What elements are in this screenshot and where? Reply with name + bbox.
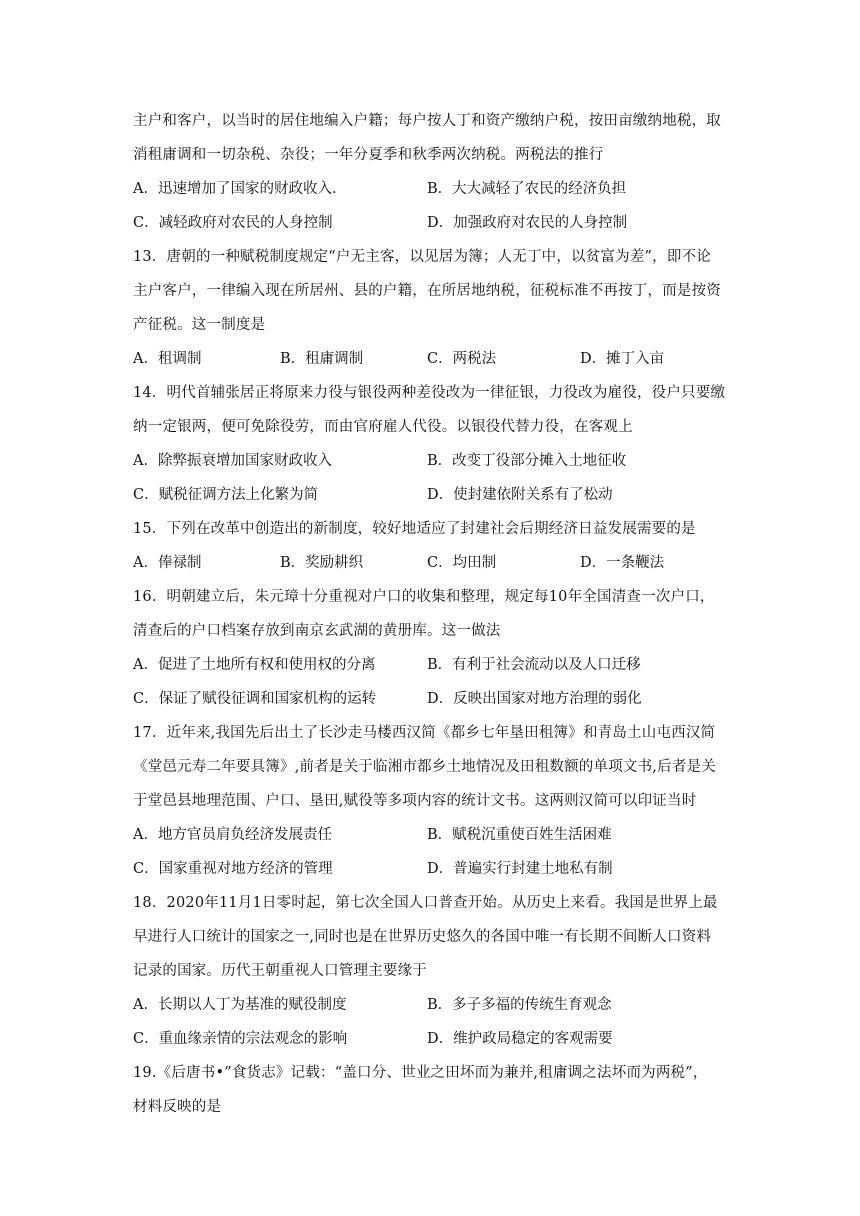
question-15-option-a: A．俸禄制 [133,555,202,571]
question-17-option-d: D．普遍实行封建土地私有制 [427,861,613,877]
question-13-text-line-1: 13．唐朝的一种赋税制度规定“户无主客，以见居为簿；人无丁中，以贫富为差”，即不论 [133,249,711,265]
question-17-options-row-2 [133,856,743,890]
question-17-text-line-1: 17．近年来,我国先后出土了长沙走马楼西汉简《都乡七年垦田租簿》和青岛土山屯西汉简 [133,725,716,741]
question-16-text-line-2: 清查后的户口档案存放到南京玄武湖的黄册库。这一做法 [133,623,501,639]
question-18-option-c: C．重血缘亲情的宗法观念的影响 [133,1031,348,1047]
question-12-option-b: B．大大减轻了农民的经济负担 [427,181,627,197]
question-17-text-line-3: 于堂邑县地理范围、户口、垦田,赋役等多项内容的统计文书。这两则汉简可以印证当时 [133,793,697,809]
question-12-option-d: D．加强政府对农民的人身控制 [427,215,628,231]
question-16-options-row-2 [133,686,743,720]
question-16-option-a: A．促进了土地所有权和使用权的分离 [133,657,376,673]
question-17-option-a: A．地方官员肩负经济发展责任 [133,827,332,843]
question-12-text-line-1: 主户和客户，以当时的居住地编入户籍；每户按人丁和资产缴纳户税，按田亩缴纳地税，取 [133,113,721,129]
question-14-option-c: C．赋税征调方法上化繁为简 [133,487,319,503]
question-15-option-b: B．奖励耕织 [280,555,364,571]
question-13-text-line-3: 产征税。这一制度是 [133,317,266,333]
question-19-text-line-2: 材料反映的是 [133,1099,222,1115]
question-18-text-line-3: 记录的国家。历代王朝重视人口管理主要缘于 [133,963,427,979]
question-15-option-d: D．一条鞭法 [580,555,665,571]
question-12-options-row-1 [133,176,743,210]
question-13-option-b: B．租庸调制 [280,351,364,367]
question-16-options-row-1 [133,652,743,686]
question-12-option-c: C．减轻政府对农民的人身控制 [133,215,333,231]
question-16-option-c: C．保证了赋役征调和国家机构的运转 [133,691,377,707]
question-14-options-row-2 [133,482,743,516]
question-18-options-row-1 [133,992,743,1026]
question-12-text-line-2: 消租庸调和一切杂税、杂役；一年分夏季和秋季两次纳税。两税法的推行 [133,147,604,163]
question-14-text-line-1: 14．明代首辅张居正将原来力役与银役两种差役改为一律征银，力役改为雇役，役户只要缴 [133,385,726,401]
question-13-text-line-2: 主户客户，一律编入现在所居州、县的户籍，在所居地纳税，征税标准不再按丁，而是按资 [133,283,721,299]
question-14-option-a: A．除弊振衰增加国家财政收入 [133,453,332,469]
question-13-option-c: C．两税法 [427,351,497,367]
question-18-text-line-2: 早进行人口统计的国家之一,同时也是在世界历史悠久的各国中唯一有长期不间断人口资料 [133,929,712,945]
question-13-options-row [133,346,743,380]
question-17-option-b: B．赋税沉重使百姓生活困难 [427,827,612,843]
question-12-option-a: A．迅速增加了国家的财政收入. [133,181,337,197]
question-19-text-line-1: 19.《后唐书•”食货志》记载：“盖口分、世业之田坏而为兼并,租庸调之法坏而为两税”， [133,1065,708,1081]
question-14-option-b: B．改变丁役部分摊入土地征收 [427,453,627,469]
question-13-option-d: D．摊丁入亩 [580,351,665,367]
question-18-option-b: B．多子多福的传统生育观念 [427,997,612,1013]
question-18-option-a: A．长期以人丁为基准的赋役制度 [133,997,347,1013]
question-13-option-a: A．租调制 [133,351,202,367]
question-16-option-d: D．反映出国家对地方治理的弱化 [427,691,642,707]
question-17-text-line-2: 《堂邑元寿二年要具簿》,前者是关于临湘市都乡土地情况及田租数额的单项文书,后者是关 [133,759,716,775]
question-16-option-b: B．有利于社会流动以及人口迁移 [427,657,641,673]
question-15-options-row [133,550,743,584]
question-14-text-line-2: 纳一定银两，便可免除役劳，而由官府雇人代役。以银役代替力役，在客观上 [133,419,633,435]
question-18-options-row-2 [133,1026,743,1060]
question-14-options-row-1 [133,448,743,482]
question-18-option-d: D．维护政局稳定的客观需要 [427,1031,613,1047]
question-17-options-row-1 [133,822,743,856]
question-content [133,108,743,1128]
question-18-text-line-1: 18．2020年11月1日零时起，第七次全国人口普查开始。从历史上来看。我国是世界上最 [133,895,718,911]
question-16-text-line-1: 16．明朝建立后，朱元璋十分重视对户口的收集和整理，规定每10年全国清查一次户口， [133,589,715,605]
question-15-text-line-1: 15．下列在改革中创造出的新制度，较好地适应了封建社会后期经济日益发展需要的是 [133,521,696,537]
question-17-option-c: C．国家重视对地方经济的管理 [133,861,333,877]
question-15-option-c: C．均田制 [427,555,497,571]
question-12-options-row-2 [133,210,743,244]
question-14-option-d: D．使封建依附关系有了松动 [427,487,613,503]
